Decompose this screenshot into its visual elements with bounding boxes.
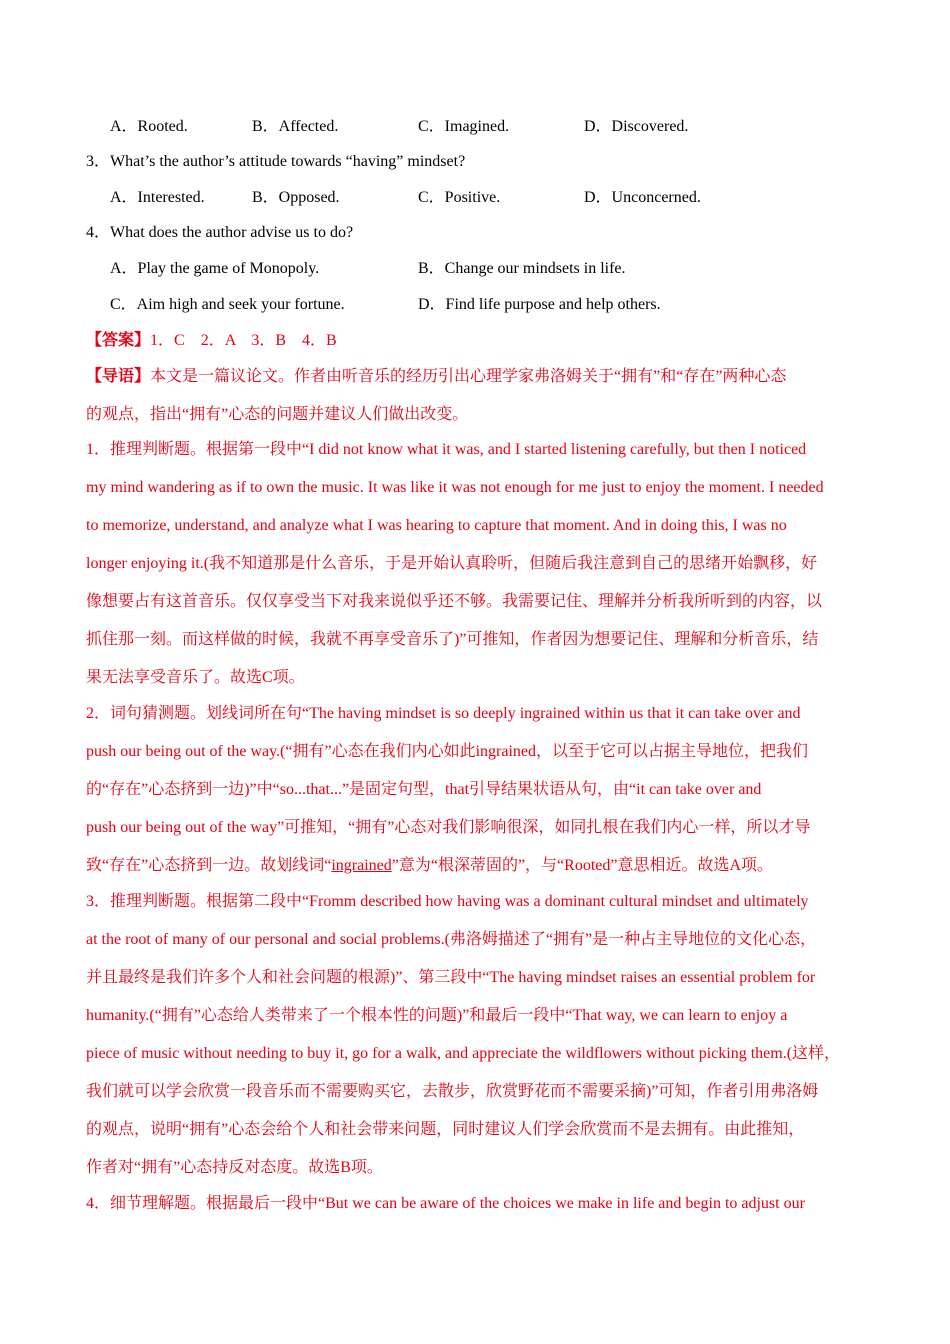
q2-option-a: A．Rooted. [110,118,188,135]
exp2-line [86,856,773,876]
q4-stem: 4．What does the author advise us to do? [86,224,354,241]
exp3-line: humanity.(“拥有”心态给人类带来了一个根本性的问题)”和最后一段中“That way, we can learn to enjoy a [86,1007,788,1024]
q2-option-c: C．Imagined. [418,118,510,135]
guide-label: 【导语】 [86,368,151,385]
exp3-line: at the root of many of our personal and social problems.(弗洛姆描述了“拥有”是一种占主导地位的文化心态， [86,931,817,948]
guide-line-2: 的观点，指出“拥有”心态的问题并建议人们做出改变。 [86,406,469,423]
q2-option-b: B．Affected. [252,118,339,135]
answer-line [86,331,337,351]
exp2-line: push our being out of the way.(“拥有”心态在我们内心如此ingrained，以至于它可以占据主导地位，把我们 [86,743,808,760]
exp2-line-5-post: ”意为“根深蒂固的”，与“Rooted”意思相近。故选A项。 [391,857,774,874]
exp1-line: to memorize, understand, and analyze what I was hearing to capture that moment. And in doing this, I was no [86,517,787,534]
exp3-line: 3．推理判断题。根据第二段中“Fromm described how having was a dominant cultural mindset and ultimately [86,893,809,910]
underlined-word: ingrained [331,857,392,874]
exp3-line: 并且最终是我们许多个人和社会问题的根源)”、第三段中“The having mindset raises an essential problem for [86,969,816,986]
q3-option-c: C．Positive. [418,189,501,206]
q2-option-d: D．Discovered. [584,118,689,135]
exp3-line: 我们就可以学会欣赏一段音乐而不需要购买它，去散步，欣赏野花而不需要采摘)”可知，作者引用弗洛姆 [86,1083,819,1100]
guide-text-1: 本文是一篇议论文。作者由听音乐的经历引出心理学家弗洛姆关于“拥有”和“存在”两种心态 [150,368,787,385]
exp3-line: 的观点，说明“拥有”心态会给个人和社会带来问题，同时建议人们学会欣赏而不是去拥有。由此推知， [86,1121,805,1138]
exp1-line: 像想要占有这首音乐。仅仅享受当下对我来说似乎还不够。我需要记住、理解并分析我所听到的内容，以 [86,593,823,610]
exp2-line: 的“存在”心态挤到一边)”中“so...that...”是固定句型，that引导结果状语从句，由“it can take over and [86,781,762,798]
exp1-line: longer enjoying it.(我不知道那是什么音乐，于是开始认真聆听，但随后我注意到自己的思绪开始飘移，好 [86,555,818,572]
exp3-line: piece of music without needing to buy it, go for a walk, and appreciate the wildflowers without picking them.(这样， [86,1045,841,1062]
exp2-line-5-pre: 致“存在”心态挤到一边。故划线词“ [86,857,332,874]
q4-option-c: C．Aim high and seek your fortune. [110,296,345,313]
q3-option-d: D．Unconcerned. [584,189,701,206]
q3-option-b: B．Opposed. [252,189,340,206]
q4-option-b: B．Change our mindsets in life. [418,260,626,277]
exp4-line: 4．细节理解题。根据最后一段中“But we can be aware of the choices we make in life and begin to adjust our [86,1195,805,1212]
q4-option-a: A．Play the game of Monopoly. [110,260,320,277]
exp1-line: 果无法享受音乐了。故选C项。 [86,669,305,686]
q3-stem: 3．What’s the author’s attitude towards “having” mindset? [86,153,466,170]
exp1-line: 1．推理判断题。根据第一段中“I did not know what it was, and I started listening carefully, but then I noticed [86,441,807,458]
q3-option-a: A．Interested. [110,189,205,206]
answer-text: 1．C 2．A 3．B 4．B [150,332,337,349]
guide-line-1 [86,367,786,387]
exp1-line: 抓住那一刻。而这样做的时候，我就不再享受音乐了)”可推知，作者因为想要记住、理解和分析音乐，结 [86,631,819,648]
exp2-line: 2．词句猜测题。划线词所在句“The having mindset is so deeply ingrained within us that it can take over and [86,705,801,722]
exp2-line: push our being out of the way”可推知，“拥有”心态对我们影响很深，如同扎根在我们内心一样，所以才导 [86,819,811,836]
answer-label: 【答案】 [86,332,151,349]
q4-option-d: D．Find life purpose and help others. [418,296,661,313]
exp1-line: my mind wandering as if to own the music. It was like it was not enough for me just to enjoy the moment. I needed [86,479,824,496]
exp3-line: 作者对“拥有”心态持反对态度。故选B项。 [86,1159,383,1176]
